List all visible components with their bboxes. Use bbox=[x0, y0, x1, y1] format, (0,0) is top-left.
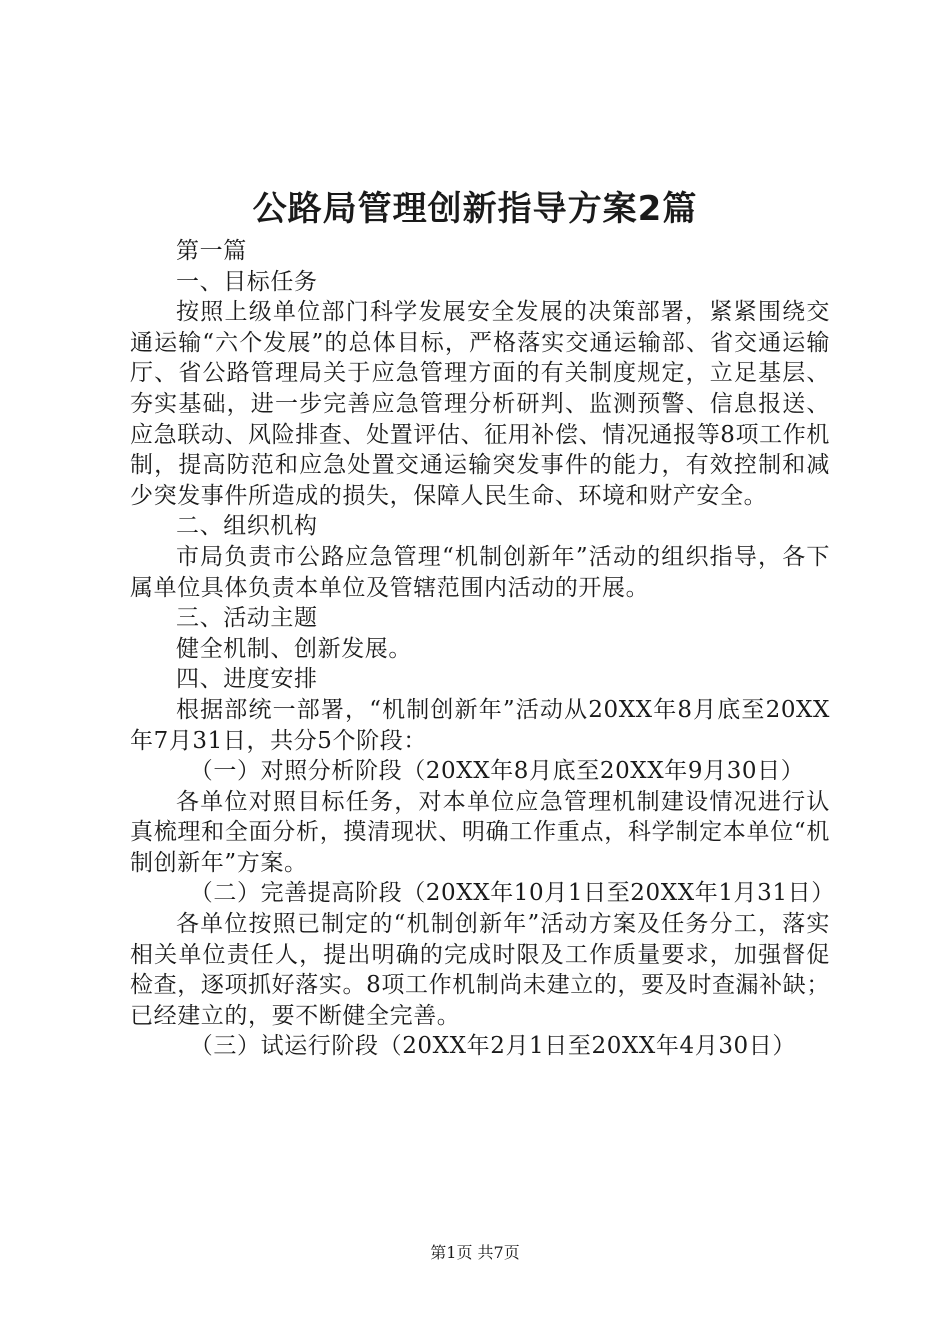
stage-heading: （三）试运行阶段（20XX年2月1日至20XX年4月30日） bbox=[189, 1033, 796, 1060]
body-paragraph: 各单位对照目标任务，对本单位应急管理机制建设情况进行认真梳理和全面分析，摸清现状、明确工作重点，科学制定本单位“机制创新年”方案。 bbox=[130, 788, 830, 876]
stage-heading: （二）完善提高阶段（20XX年10月1日至20XX年1月31日） bbox=[189, 880, 835, 907]
document-title: 公路局管理创新指导方案2篇 bbox=[252, 189, 698, 229]
section-heading: 三、活动主题 bbox=[176, 605, 318, 632]
body-paragraph: 各单位按照已制定的“机制创新年”活动方案及任务分工，落实相关单位责任人，提出明确的完成时限及工作质量要求，加强督促检查，逐项抓好落实。8项工作机制尚未建立的，要及时查漏补缺；已经建立的，要不断健全完善。 bbox=[130, 911, 830, 1029]
body-paragraph: 根据部统一部署，“机制创新年”活动从20XX年8月底至20XX年7月31日，共分5个阶段： bbox=[130, 696, 830, 754]
stage-heading: （一）对照分析阶段（20XX年8月底至20XX年9月30日） bbox=[189, 758, 805, 785]
body-paragraph: 按照上级单位部门科学发展安全发展的决策部署，紧紧围绕交通运输“六个发展”的总体目标，严格落实交通运输部、省交通运输厅、省公路管理局关于应急管理方面的有关制度规定，立足基层、夯实基础，进一步完善应急管理分析研判、监测预警、信息报送、应急联动、风险排查、处置评估、征用补偿、情况通报等8项工作机制，提高防范和应急处置交通运输突发事件的能力，有效控制和减少突发事件所造成的损失，保障人民生命、环境和财产安全。 bbox=[130, 299, 830, 509]
body-paragraph: 健全机制、创新发展。 bbox=[176, 635, 412, 662]
page-number-footer: 第1页 共7页 bbox=[430, 1243, 520, 1262]
document-body bbox=[130, 236, 835, 1062]
body-paragraph: 市局负责市公路应急管理“机制创新年”活动的组织指导，各下属单位具体负责本单位及管辖范围内活动的开展。 bbox=[130, 543, 830, 601]
section-heading: 第一篇 bbox=[176, 238, 247, 264]
section-heading: 四、进度安排 bbox=[176, 666, 318, 693]
section-heading: 二、组织机构 bbox=[176, 513, 318, 540]
section-heading: 一、目标任务 bbox=[176, 268, 318, 295]
